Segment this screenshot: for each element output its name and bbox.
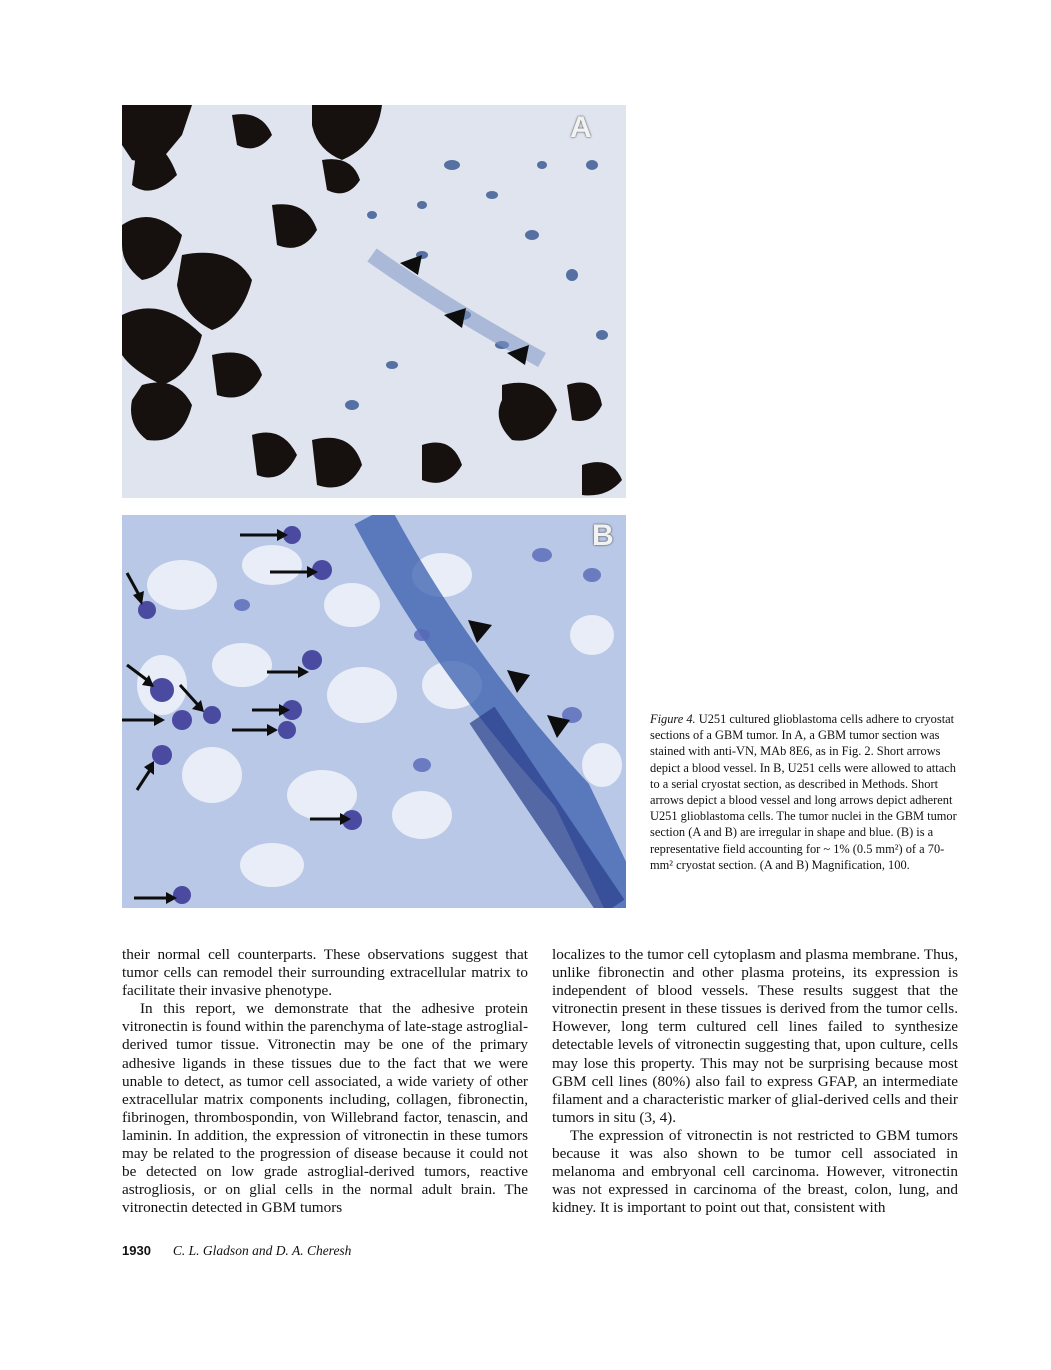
body-left-column (122, 946, 528, 1217)
body-paragraph: localizes to the tumor cell cytoplasm and plasma membrane. Thus, unlike fibronectin and other plasma proteins, its expression is independent of blood vessels. These results suggest that the vitronectin present in these tissues is derived from the tumor cells. However, long term cultured cell lines failed to synthesize detectable levels of vitronectin suggesting that, upon culture, cells may lose this property. This may not be surprising because most GBM cell lines (80%) also fail to express GFAP, an intermediate filament and a characteristic marker of glial-derived cells and their tumors in situ (3, 4). (552, 946, 958, 1126)
page-number: 1930 (122, 1243, 151, 1258)
body-paragraph: their normal cell counterparts. These observations suggest that tumor cells can remodel their surrounding extracellular matrix to facilitate their invasive phenotype. (122, 946, 528, 1000)
figure-panel-b (122, 515, 626, 908)
panel-b-letter: B (592, 519, 614, 552)
page-footer (122, 1243, 351, 1259)
micrograph-b-image (122, 515, 626, 908)
body-right-column (552, 946, 958, 1217)
figure-panel-a (122, 105, 626, 498)
figure-caption-label: Figure 4. (650, 712, 696, 726)
panel-a-letter: A (570, 111, 592, 144)
body-paragraph: In this report, we demonstrate that the adhesive protein vitronectin is found within the parenchyma of late-stage astroglial-derived tumor tissue. Vitronectin may be one of the primary adhesive ligands in these tissues due to the fact that we were unable to detect, as tumor cell associated, a wide variety of other extracellular matrix components including, collagen, fibronectin, fibrinogen, thrombospondin, von Willebrand factor, tenascin, and laminin. In addition, the expression of vitronectin in these tumors may be related to the progression of disease because it could not be detected on low grade astroglial-derived tumors, reactive astrogliosis, or on glial cells in the normal adult brain. The vitronectin detected in GBM tumors (122, 1000, 528, 1217)
running-authors: C. L. Gladson and D. A. Cheresh (172, 1243, 352, 1258)
micrograph-a-image (122, 105, 626, 498)
figure-caption (650, 711, 960, 873)
body-paragraph: The expression of vitronectin is not restricted to GBM tumors because it was also shown to be tumor cell associated in melanoma and embryonal cell carcinoma. However, vitronectin was not expressed in carcinoma of the breast, colon, lung, and kidney. It is important to point out that, consistent with (552, 1126, 958, 1217)
figure-caption-text: U251 cultured glioblastoma cells adhere to cryostat sections of a GBM tumor. In A, a GBM tumor section was stained with anti-VN, MAb 8E6, as in Fig. 2. Short arrows depict a blood vessel. In B, U251 cells were allowed to attach to a serial cryostat section, as described in Methods. Short arrows depict a blood vessel and long arrows depict adherent U251 glioblastoma cells. The tumor nuclei in the GBM tumor section (A and B) are irregular in shape and blue. (B) is a representative field accounting for ~ 1% (0.5 mm²) of a 70-mm² cryostat section. (A and B) Magnification, 100. (650, 712, 957, 872)
